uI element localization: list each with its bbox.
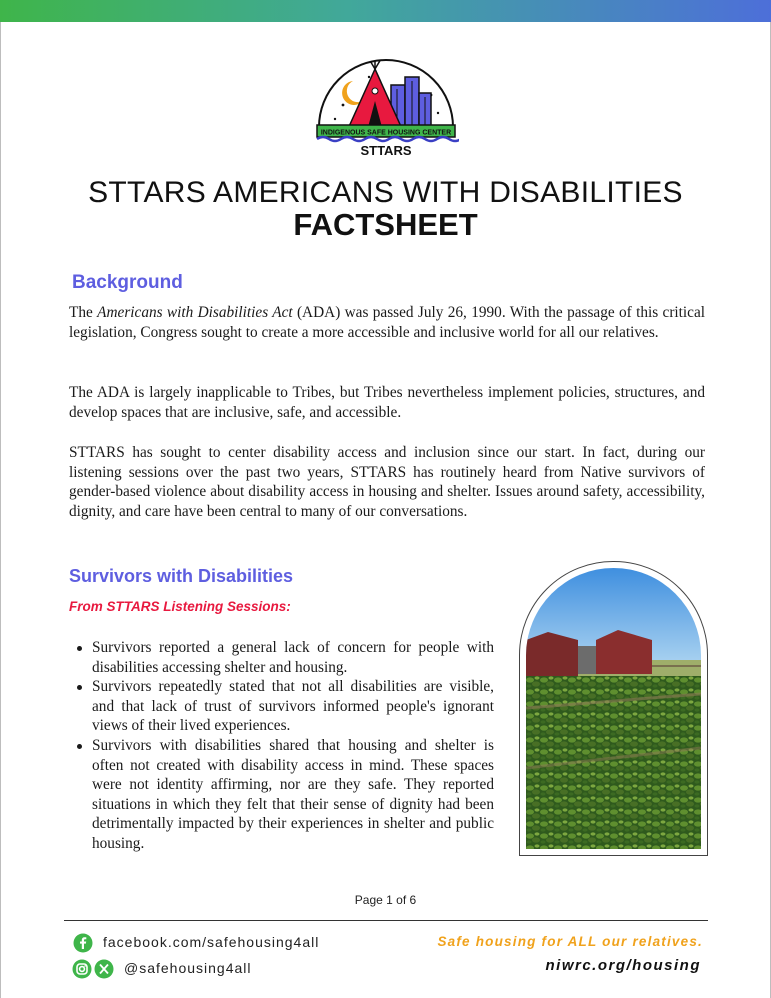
bullet-dot — [77, 685, 82, 690]
x-icon[interactable] — [94, 959, 114, 979]
background-paragraph-3: STTARS has sought to center disability access and inclusion since our start. In fact, during our listening sessions over the past two years, STTARS has routinely heard from Native survivors of gender-based violence about disability access in housing and shelter. Issues around safety, accessibility, dignity, and care have been central to many of our conversations. — [69, 444, 705, 520]
p1-lead: The — [69, 304, 98, 321]
bullet-text: Survivors repeatedly stated that not all disabilities are visible, and that lack of trust of survivors informed people's ignorant views of their lived experiences. — [92, 678, 494, 735]
footer-divider — [64, 920, 708, 921]
background-paragraph-2: The ADA is largely inapplicable to Tribes, but Tribes nevertheless implement policies, structures, and develop spaces that are inclusive, safe, and accessible. — [69, 384, 705, 421]
list-item — [74, 736, 494, 854]
ada-title: Americans with Disabilities Act — [97, 304, 293, 321]
footer-tagline: Safe housing for ALL our relatives. — [437, 934, 703, 949]
top-gradient-bar — [0, 0, 771, 22]
bullet-dot — [77, 646, 82, 651]
garden-photo — [526, 568, 701, 849]
bullet-text: Survivors reported a general lack of concern for people with disabilities accessing shelter and housing. — [92, 639, 494, 676]
list-item — [74, 677, 494, 736]
background-paragraph-1 — [69, 303, 705, 342]
page-title-line1: STTARS AMERICANS WITH DISABILITIES — [88, 176, 683, 209]
logo-name: STTARS — [360, 143, 412, 158]
instagram-icon[interactable] — [72, 959, 92, 979]
facebook-link[interactable]: facebook.com/safehousing4all — [103, 934, 320, 950]
bullet-text: Survivors with disabilities shared that housing and shelter is often not created with disability access in mind. These spaces were not identity affirming, nor are they safe. They reported situations in which they felt that their sense of dignity had been detrimentally impacted by their experiences in shelter and public housing. — [92, 736, 494, 852]
list-item — [74, 638, 494, 677]
background-heading: Background — [72, 272, 183, 293]
page-number: Page 1 of 6 — [354, 893, 417, 907]
survivors-bullet-list — [74, 638, 494, 854]
logo-ribbon-text: INDIGENOUS SAFE HOUSING CENTER — [320, 129, 452, 137]
website-link[interactable]: niwrc.org/housing — [545, 957, 701, 974]
survivors-heading: Survivors with Disabilities — [69, 566, 294, 586]
page-title-line2: FACTSHEET — [293, 207, 478, 242]
p1-rest: (ADA) was passed July 26, 1990. With the passage of this critical legislation, Congress sought to create a more accessible and inclusive world for all our relatives. — [69, 304, 705, 341]
survivors-subheading: From STTARS Listening Sessions: — [69, 599, 291, 614]
social-handle[interactable]: @safehousing4all — [124, 960, 252, 976]
bullet-dot — [77, 744, 82, 749]
facebook-icon[interactable] — [73, 933, 93, 953]
